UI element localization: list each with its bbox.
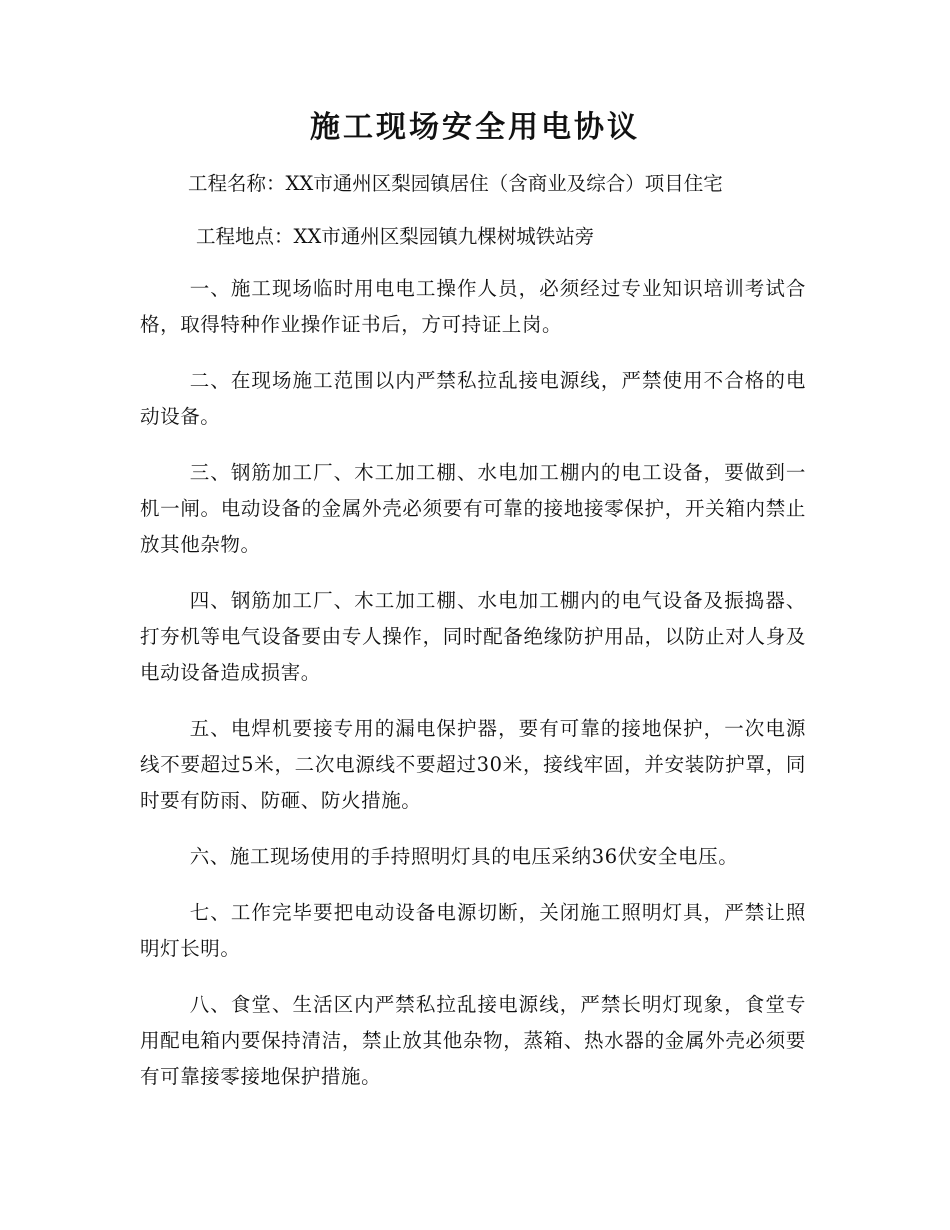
clause-5: 五、电焊机要接专用的漏电保护器，要有可靠的接地保护，一次电源线不要超过5米，二次电源线不要超过30米，接线牢固，并安装防护罩，同时要有防雨、防砸、防火措施。 <box>140 717 806 812</box>
document-title: 施工现场安全用电协议 <box>310 110 640 145</box>
clause-6: 六、施工现场使用的手持照明灯具的电压采纳36伏安全电压。 <box>189 845 739 868</box>
clause-1: 一、施工现场临时用电电工操作人员，必须经过专业知识培训考试合格，取得特种作业操作证书后，方可持证上岗。 <box>140 277 806 336</box>
clause-8: 八、食堂、生活区内严禁私拉乱接电源线，严禁长明灯现象，食堂专用配电箱内要保持清洁，禁止放其他杂物，蒸箱、热水器的金属外壳必须要有可靠接零接地保护措施。 <box>140 993 806 1088</box>
project-location: 工程地点：XX市通州区梨园镇九棵树城铁站旁 <box>196 225 595 248</box>
clause-4: 四、钢筋加工厂、木工加工棚、水电加工棚内的电气设备及振捣器、打夯机等电气设备要由专人操作，同时配备绝缘防护用品，以防止对人身及电动设备造成损害。 <box>140 589 806 684</box>
clause-2: 二、在现场施工范围以内严禁私拉乱接电源线，严禁使用不合格的电动设备。 <box>140 369 806 428</box>
clause-7: 七、工作完毕要把电动设备电源切断，关闭施工照明灯具，严禁让照明灯长明。 <box>140 901 806 960</box>
document-body <box>140 271 806 1115</box>
clause-3: 三、钢筋加工厂、木工加工棚、水电加工棚内的电工设备，要做到一机一闸。电动设备的金属外壳必须要有可靠的接地接零保护，开关箱内禁止放其他杂物。 <box>140 461 806 556</box>
project-name: 工程名称：XX市通州区梨园镇居住（含商业及综合）项目住宅 <box>188 172 723 195</box>
